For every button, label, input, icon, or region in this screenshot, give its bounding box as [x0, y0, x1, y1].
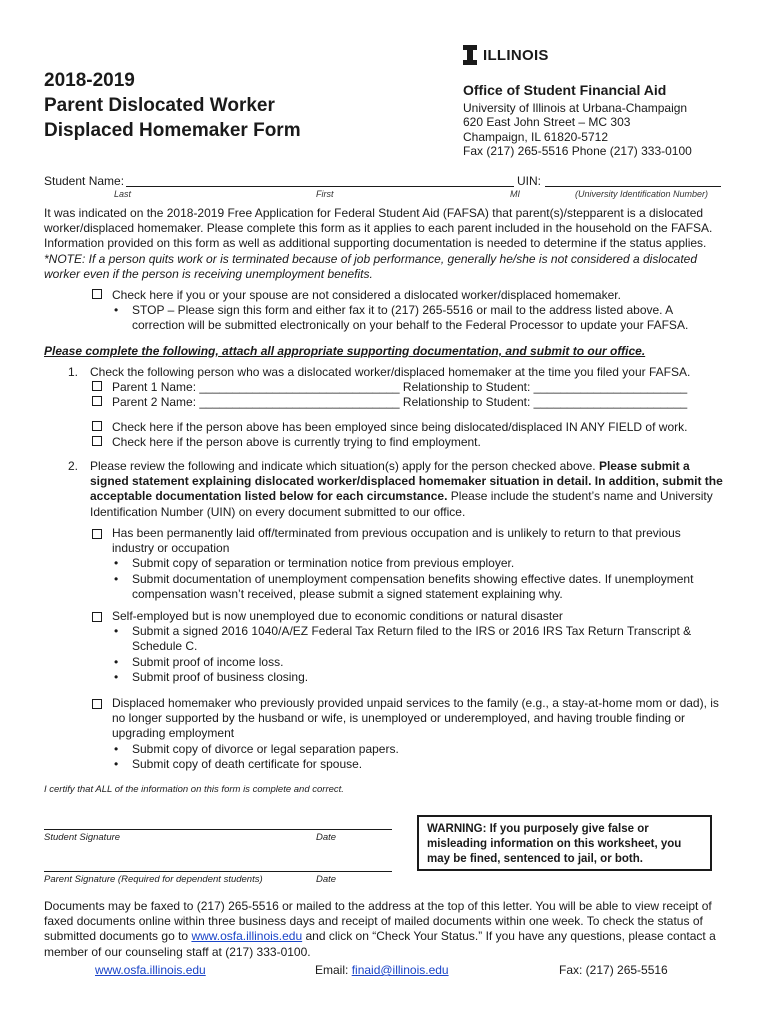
laid-off-label: Has been permanently laid off/terminated from previous occupation and is unlikely to return to that previous industry or occupation — [112, 526, 681, 556]
displaced-homemaker-label: Displaced homemaker who previously provided unpaid services to the family (e.g., a stay-at-home mom or dad), is no longer supported by the husband or wife, is unemployed or underemployed, and having trouble finding or upgrading employment — [112, 696, 719, 741]
q2-text-c: Please include the student’s name and University Identification Number (UIN) on every document submitted to our office. — [90, 489, 713, 519]
intro-note: *NOTE: If a person quits work or is terminated because of job performance, generally he/she is not considered a dislocated worker even if the person is receiving unemployment benefits. — [44, 251, 698, 281]
office-address-block — [463, 83, 692, 159]
footer-email-link[interactable]: finaid@illinois.edu — [351, 963, 449, 977]
parent2-checkbox[interactable] — [92, 396, 102, 406]
footer-email-label: Email: — [315, 963, 349, 977]
office-street: 620 East John Street – MC 303 — [463, 115, 631, 129]
student-name-field[interactable] — [126, 174, 514, 187]
displaced-homemaker-checkbox[interactable] — [92, 699, 102, 709]
laid-off-bullet-1: • Submit copy of separation or termination notice from previous employer. — [110, 556, 722, 571]
intro-text: It was indicated on the 2018-2019 Free Application for Federal Student Aid (FAFSA) that parent(s)/stepparent is a dislocated worker/displaced homemaker. Please complete this form as it applies to each parent included in the household on the FAFSA. Information provided on this form as well as additional supporting documentation is needed to determine if the status applies. — [44, 206, 713, 251]
not-dislocated-checkbox[interactable] — [92, 289, 102, 299]
parent-signature-line[interactable] — [44, 871, 392, 872]
q2-text-b: Please submit a signed statement explaining dislocated worker/displaced homemaker situation in detail. In addition, submit the acceptable documentation listed below for each circumstance. — [90, 459, 723, 504]
illinois-logo — [463, 44, 549, 66]
self-employed-bullet-3: • Submit proof of business closing. — [110, 670, 722, 685]
q1-number: 1. — [68, 365, 79, 379]
footer-website-link[interactable]: www.osfa.illinois.edu — [95, 963, 206, 977]
student-name-label: Student Name: — [44, 174, 125, 188]
self-employed-bullet-2: • Submit proof of income loss. — [110, 655, 722, 670]
office-phone-fax: Fax (217) 265-5516 Phone (217) 333-0100 — [463, 144, 692, 158]
footer-email — [315, 963, 449, 977]
parent2-line[interactable]: Parent 2 Name: ______________________________ Relationship to Student: _______________________ — [112, 395, 688, 410]
warning-box: WARNING: If you purposely give false or misleading information on this worksheet, you may be fined, sentenced to jail, or both. — [417, 815, 712, 871]
osfa-status-link[interactable]: www.osfa.illinois.edu — [191, 929, 303, 944]
title-year: 2018-2019 — [44, 70, 135, 91]
laid-off-bullet-2: • Submit documentation of unemployment compensation benefits showing effective dates. If unemployment compensation wasn’t received, please submit a signed statement explaining why. — [110, 572, 722, 602]
office-name: Office of Student Financial Aid — [463, 82, 667, 98]
self-employed-bullet-1: • Submit a signed 2016 1040/A/EZ Federal Tax Return filed to the IRS or 2016 IRS Tax Return Transcript & Schedule C. — [110, 624, 722, 654]
title-line-3: Displaced Homemaker Form — [44, 120, 301, 141]
parent1-line[interactable]: Parent 1 Name: ______________________________ Relationship to Student: _______________________ — [112, 380, 688, 395]
q1-text: Check the following person who was a dislocated worker/displaced homemaker at the time you filed your FAFSA. — [90, 365, 691, 379]
last-name-caption: Last — [114, 189, 132, 199]
intro-paragraph — [44, 206, 724, 282]
footer-text-b: and click on “Check Your Status.” If you have any questions, please contact a member of our counseling staff at (217) 333-0100. — [44, 929, 716, 959]
uin-caption: (University Identification Number) — [575, 189, 709, 199]
form-title — [44, 68, 384, 143]
not-dislocated-block — [92, 288, 722, 334]
self-employed-label: Self-employed but is now unemployed due to economic conditions or natural disaster — [112, 609, 563, 623]
uin-label: UIN: — [517, 174, 541, 188]
laid-off-checkbox[interactable] — [92, 529, 102, 539]
q2-number: 2. — [68, 459, 79, 473]
option-laid-off — [92, 526, 722, 602]
footer-text-a: Documents may be faxed to (217) 265-5516 or mailed to the address at the top of this letter. You will be able to view receipt of faxed documents online within three business days and receipt of mailed documents within one week. To check the status of submitted documents go to — [44, 899, 712, 944]
office-city: Champaign, IL 61820-5712 — [463, 129, 608, 144]
certify-statement: I certify that ALL of the information on this form is complete and correct. — [44, 784, 344, 795]
block-i-icon — [463, 45, 477, 65]
employed-label: Check here if the person above has been employed since being dislocated/displaced IN ANY FIELD of work. — [112, 419, 688, 434]
displaced-homemaker-bullet-1: • Submit copy of divorce or legal separation papers. — [110, 742, 722, 757]
not-dislocated-label: Check here if you or your spouse are not considered a dislocated worker/displaced homemaker. — [112, 288, 621, 302]
displaced-homemaker-bullet-2: • Submit copy of death certificate for spouse. — [110, 757, 722, 772]
parent1-checkbox[interactable] — [92, 381, 102, 391]
question-2 — [68, 459, 724, 520]
option-self-employed — [92, 609, 722, 685]
first-name-caption: First — [316, 189, 334, 199]
middle-initial-caption: MI — [510, 189, 520, 199]
employed-checkbox[interactable] — [92, 421, 102, 431]
option-displaced-homemaker — [92, 696, 722, 772]
uin-field[interactable] — [545, 174, 721, 187]
title-line-2: Parent Dislocated Worker — [44, 95, 275, 116]
logo-wordmark: ILLINOIS — [483, 46, 549, 64]
student-date-caption: Date — [316, 832, 337, 843]
question-1 — [68, 365, 728, 450]
footer-fax: Fax: (217) 265-5516 — [559, 963, 668, 977]
student-signature-caption: Student Signature — [44, 832, 121, 843]
student-signature-line[interactable] — [44, 829, 392, 830]
instruction-heading: Please complete the following, attach all appropriate supporting documentation, and submit to our office. — [44, 344, 646, 358]
stop-instruction: • STOP – Please sign this form and either fax it to (217) 265-5516 or mail to the address listed above. A correction will be submitted electronically on your behalf to the Federal Processor to update your FAFSA. — [110, 303, 722, 333]
seeking-employment-label: Check here if the person above is currently trying to find employment. — [112, 434, 481, 449]
self-employed-checkbox[interactable] — [92, 612, 102, 622]
office-university: University of Illinois at Urbana-Champaign — [463, 100, 688, 115]
parent-signature-caption: Parent Signature (Required for dependent students) — [44, 874, 263, 885]
parent-date-caption: Date — [316, 874, 337, 885]
q2-text-a: Please review the following and indicate which situation(s) apply for the person checked above. — [90, 459, 596, 473]
footer-paragraph — [44, 899, 726, 960]
seeking-employment-checkbox[interactable] — [92, 436, 102, 446]
